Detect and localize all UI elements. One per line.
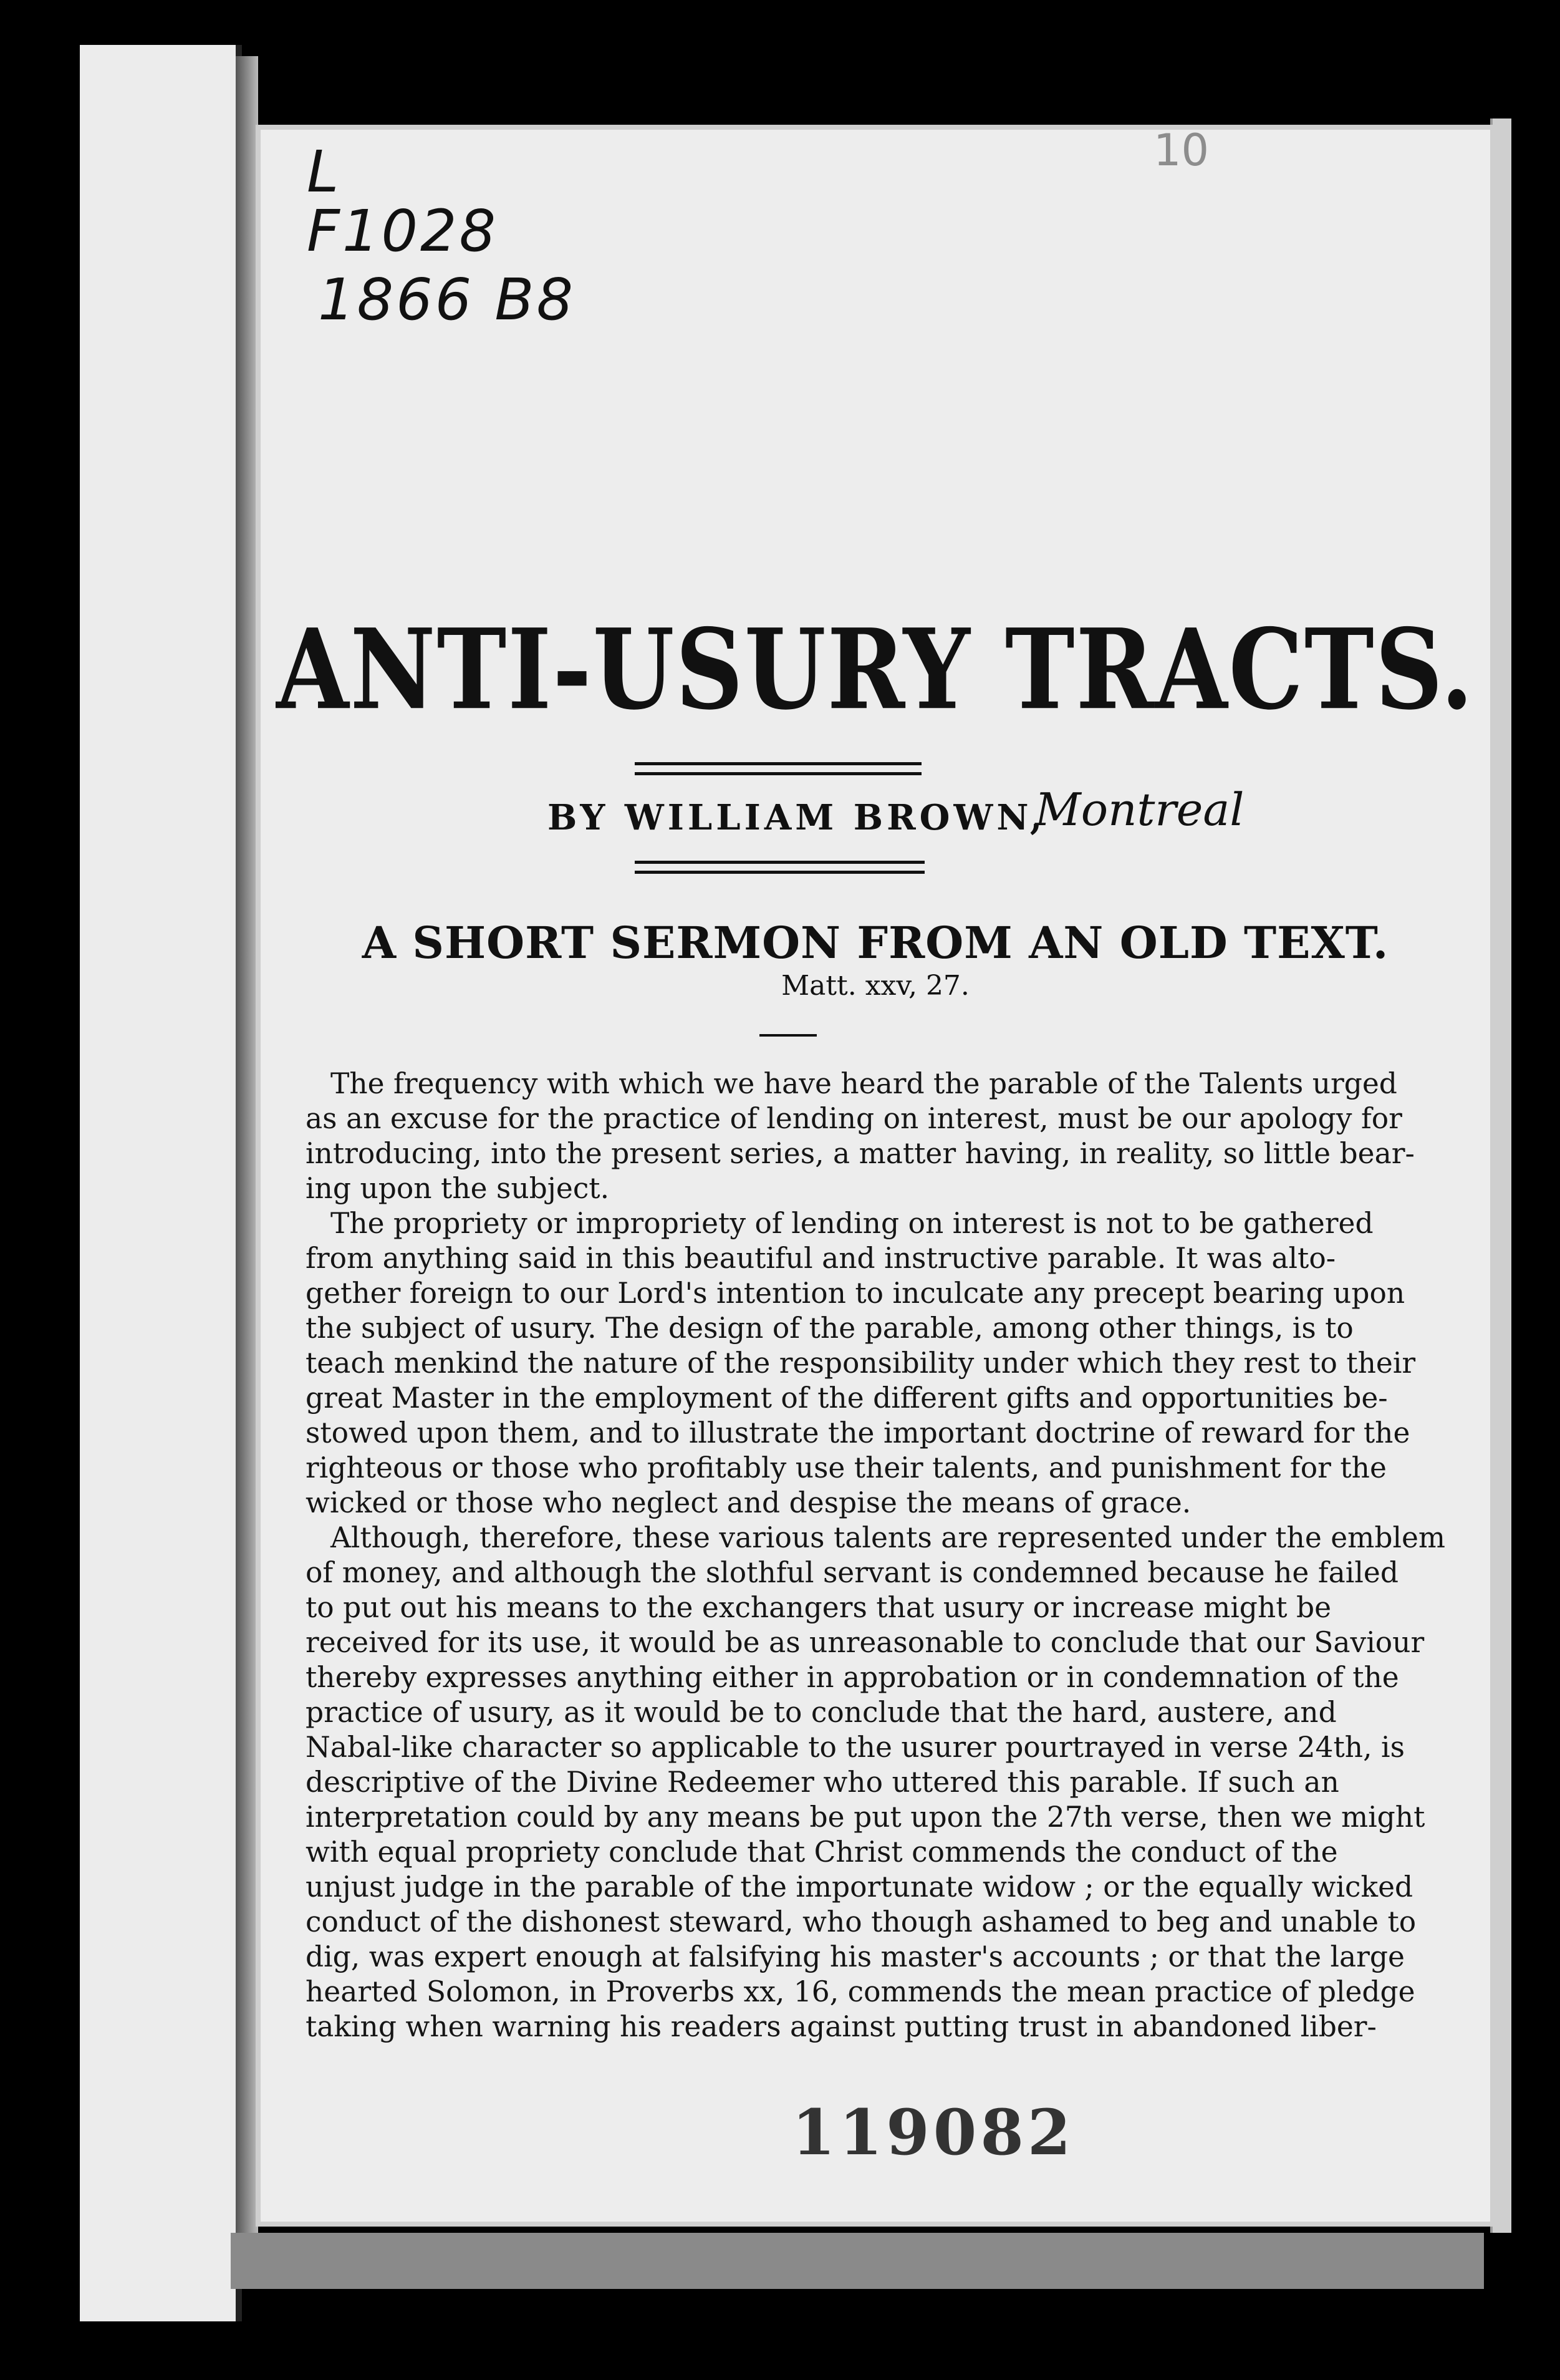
body-line: with equal propriety conclude that Christ commends the conduct of the xyxy=(306,1836,1338,1869)
body-line: conduct of the dishonest steward, who though ashamed to beg and unable to xyxy=(306,1905,1417,1938)
body-line: introducing, into the present series, a matter having, in reality, so little bear- xyxy=(306,1137,1415,1170)
body-line: Nabal-like character so applicable to the usurer pourtrayed in verse 24th, is xyxy=(306,1731,1405,1764)
handwritten-call-year: 1866 B8 xyxy=(318,266,576,333)
body-line: stowed upon them, and to illustrate the important doctrine of reward for the xyxy=(306,1416,1410,1449)
body-line: gether foreign to our Lord's intention to inculcate any precept bearing upon xyxy=(306,1277,1405,1310)
corner-pencil-mark: 10 xyxy=(1153,125,1210,176)
body-line: the subject of usury. The design of the parable, among other things, is to xyxy=(306,1312,1354,1345)
body-line: great Master in the employment of the different gifts and opportunities be- xyxy=(306,1381,1388,1415)
body-line: unjust judge in the parable of the importunate widow ; or the equally wicked xyxy=(306,1870,1413,1904)
body-line: righteous or those who profitably use their talents, and punishment for the xyxy=(306,1451,1387,1484)
body-line: interpretation could by any means be put upon the 27th verse, then we might xyxy=(306,1801,1425,1834)
byline-rule-bottom xyxy=(635,871,925,874)
body-line: dig, was expert enough at falsifying his master's accounts ; or that the large xyxy=(306,1940,1405,1973)
body-line: to put out his means to the exchangers that usury or increase might be xyxy=(306,1591,1332,1624)
bottom-shadow-strip xyxy=(231,2233,1484,2289)
scripture-reference: Matt. xxv, 27. xyxy=(781,970,970,1002)
handwritten-signature: Montreal xyxy=(1035,783,1245,836)
body-line: as an excuse for the practice of lending on interest, must be our apology for xyxy=(306,1102,1402,1135)
title-rule-top xyxy=(635,762,922,765)
document-title: ANTI-USURY TRACTS. xyxy=(276,605,1475,735)
body-line: thereby expresses anything either in approbation or in condemnation of the xyxy=(306,1661,1399,1694)
body-line: ing upon the subject. xyxy=(306,1172,610,1205)
body-line: hearted Solomon, in Proverbs xx, 16, commends the mean practice of pledge xyxy=(306,1975,1415,2008)
body-line: from anything said in this beautiful and instructive parable. It was alto- xyxy=(306,1242,1336,1275)
author-byline: BY WILLIAM BROWN, xyxy=(547,797,1046,838)
section-divider xyxy=(759,1034,817,1037)
body-line: practice of usury, as it would be to conclude that the hard, austere, and xyxy=(306,1696,1337,1729)
body-line: descriptive of the Divine Redeemer who uttered this parable. If such an xyxy=(306,1766,1339,1799)
body-line: The frequency with which we have heard the parable of the Talents urged xyxy=(330,1067,1397,1100)
sermon-title: A SHORT SERMON FROM AN OLD TEXT. xyxy=(362,917,1389,969)
body-line: Although, therefore, these various talents are represented under the emblem xyxy=(330,1521,1446,1554)
body-line: wicked or those who neglect and despise the means of grace. xyxy=(306,1486,1192,1519)
binding-shadow xyxy=(236,56,258,2252)
body-line: teach menkind the nature of the responsibility under which they rest to their xyxy=(306,1347,1416,1380)
handwritten-call-number: F1028 xyxy=(307,198,499,264)
handwritten-call-letter: L xyxy=(307,138,342,205)
body-line: The propriety or impropriety of lending on interest is not to be gathered xyxy=(330,1207,1374,1240)
body-line: taking when warning his readers against putting trust in abandoned liber- xyxy=(306,2010,1377,2043)
accession-stamp: 119082 xyxy=(792,2096,1075,2169)
body-line: received for its use, it would be as unreasonable to conclude that our Saviour xyxy=(306,1626,1425,1659)
byline-rule-top xyxy=(635,861,925,864)
title-rule-bottom xyxy=(635,772,922,775)
body-line: of money, and although the slothful servant is condemned because he failed xyxy=(306,1556,1399,1589)
binding-strip xyxy=(80,45,242,2321)
sermon-body xyxy=(306,1067,1446,2044)
